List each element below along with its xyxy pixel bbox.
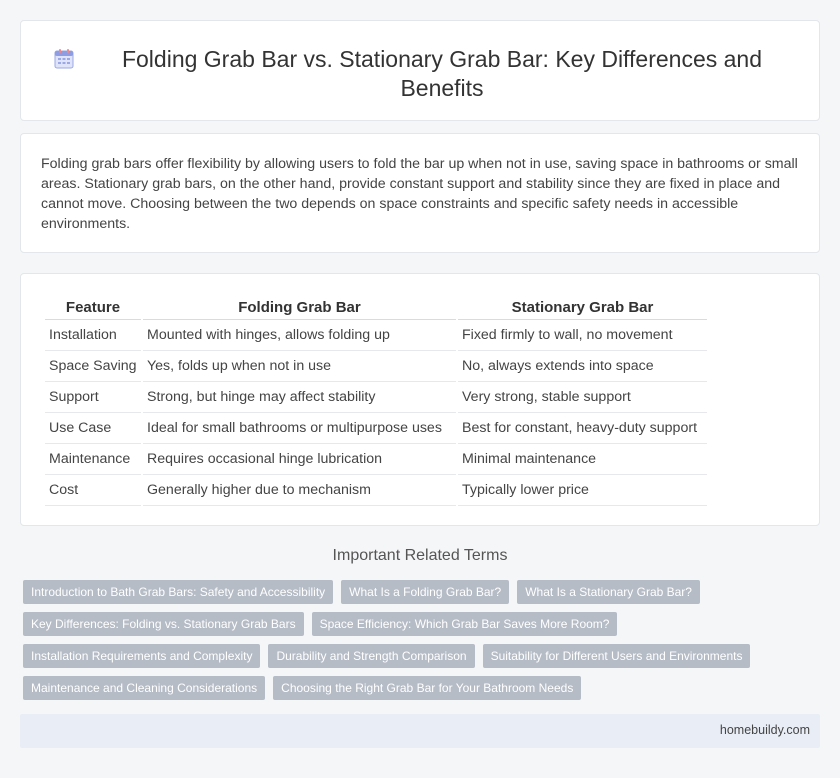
related-tag[interactable]: Introduction to Bath Grab Bars: Safety and Accessibility — [23, 580, 333, 604]
related-tag[interactable]: Key Differences: Folding vs. Stationary Grab Bars — [23, 612, 304, 636]
tag-row — [23, 676, 823, 700]
related-tag[interactable]: What Is a Folding Grab Bar? — [341, 580, 509, 604]
related-terms-title: Important Related Terms — [332, 547, 508, 564]
page-title: Folding Grab Bar vs. Stationary Grab Bar: Key Differences and Benefits — [121, 46, 763, 101]
row-folding: Requires occasional hinge lubrication — [143, 444, 456, 475]
tag-row — [23, 644, 823, 668]
row-stationary: Fixed firmly to wall, no movement — [458, 320, 707, 351]
header-stationary: Stationary Grab Bar — [458, 294, 707, 320]
related-tag[interactable]: Suitability for Different Users and Environments — [483, 644, 751, 668]
table-row — [45, 320, 707, 351]
intro-card — [20, 133, 820, 253]
row-feature: Cost — [45, 475, 141, 506]
row-folding: Yes, folds up when not in use — [143, 351, 456, 382]
row-feature: Maintenance — [45, 444, 141, 475]
row-feature: Use Case — [45, 413, 141, 444]
related-tag[interactable]: Durability and Strength Comparison — [268, 644, 474, 668]
tag-row — [23, 580, 823, 604]
row-stationary: Typically lower price — [458, 475, 707, 506]
table-row — [45, 351, 707, 382]
table-row — [45, 444, 707, 475]
related-terms-list — [23, 580, 823, 708]
related-tag[interactable]: Choosing the Right Grab Bar for Your Bathroom Needs — [273, 676, 581, 700]
table-row — [45, 382, 707, 413]
header-card — [20, 20, 820, 121]
row-folding: Mounted with hinges, allows folding up — [143, 320, 456, 351]
related-tag[interactable]: Maintenance and Cleaning Considerations — [23, 676, 265, 700]
table-row — [45, 475, 707, 506]
footer — [20, 714, 820, 748]
row-stationary: Minimal maintenance — [458, 444, 707, 475]
row-stationary: Best for constant, heavy-duty support — [458, 413, 707, 444]
table-header-row — [45, 294, 707, 320]
table-row — [45, 413, 707, 444]
related-tag[interactable]: What Is a Stationary Grab Bar? — [517, 580, 700, 604]
row-feature: Support — [45, 382, 141, 413]
row-stationary: Very strong, stable support — [458, 382, 707, 413]
calendar-icon — [53, 48, 75, 70]
row-stationary: No, always extends into space — [458, 351, 707, 382]
row-folding: Strong, but hinge may affect stability — [143, 382, 456, 413]
tag-row — [23, 612, 823, 636]
intro-paragraph: Folding grab bars offer flexibility by allowing users to fold the bar up when not in use, saving space in bathrooms or small areas. Stationary grab bars, on the other hand, provide constant support and stability since they are fixed in place and cannot move. Choosing between the two depends on space constraints and specific safety needs in accessible environments. — [41, 156, 798, 232]
related-tag[interactable]: Installation Requirements and Complexity — [23, 644, 260, 668]
header-feature: Feature — [45, 294, 141, 320]
row-folding: Generally higher due to mechanism — [143, 475, 456, 506]
comparison-table — [43, 294, 709, 506]
row-folding: Ideal for small bathrooms or multipurpose uses — [143, 413, 456, 444]
comparison-card — [20, 273, 820, 526]
footer-site-link[interactable]: homebuildy.com — [719, 723, 810, 737]
row-feature: Installation — [45, 320, 141, 351]
row-feature: Space Saving — [45, 351, 141, 382]
header-folding: Folding Grab Bar — [143, 294, 456, 320]
related-tag[interactable]: Space Efficiency: Which Grab Bar Saves More Room? — [312, 612, 618, 636]
